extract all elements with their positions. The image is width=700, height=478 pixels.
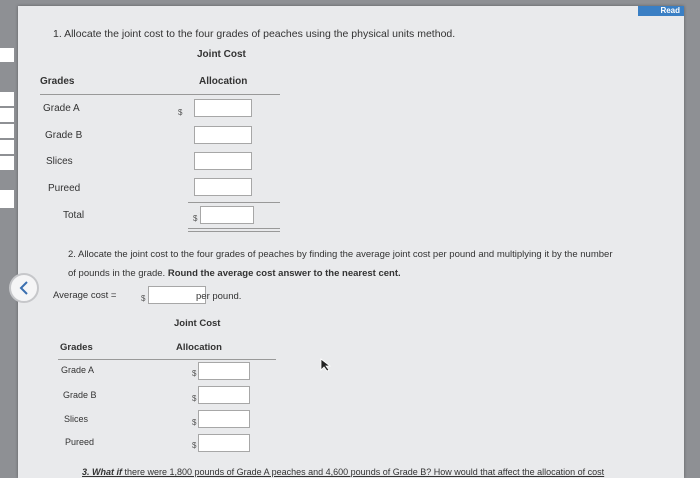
q2-prompt-line2	[68, 268, 401, 279]
assignment-page	[18, 6, 684, 478]
q2-row-pureed: Pureed	[65, 437, 95, 447]
back-button[interactable]	[9, 273, 39, 303]
q1-joint-cost-header: Joint Cost	[197, 49, 246, 60]
q2-prompt-plain: of pounds in the grade.	[68, 268, 168, 279]
q2-allocation-grade-b-input[interactable]	[198, 386, 250, 404]
q2-average-cost-label: Average cost =	[53, 290, 117, 301]
q2-row-grade-b: Grade B	[63, 390, 97, 400]
q1-row-grade-b: Grade B	[45, 130, 83, 141]
q1-currency-a: $	[178, 108, 183, 117]
q1-currency-total: $	[193, 214, 198, 223]
q2-prompt-line1: 2. Allocate the joint cost to the four grades of peaches by finding the average joint cost per pound and multiplying it by the number	[68, 249, 613, 260]
q2-currency-slices: $	[192, 418, 197, 427]
mouse-cursor-icon	[320, 358, 332, 372]
q1-total-rule	[188, 202, 280, 203]
q2-allocation-header: Allocation	[176, 342, 222, 353]
q2-row-slices: Slices	[64, 414, 89, 424]
q2-currency-a: $	[192, 369, 197, 378]
q1-row-pureed: Pureed	[48, 183, 81, 194]
q2-average-currency: $	[141, 294, 146, 303]
q1-grades-header: Grades	[40, 76, 75, 87]
q1-row-total: Total	[63, 210, 85, 221]
q1-double-rule-1	[188, 228, 280, 229]
q2-header-rule	[58, 359, 276, 360]
q1-allocation-header: Allocation	[199, 76, 248, 87]
q2-currency-b: $	[192, 394, 197, 403]
q2-row-grade-a: Grade A	[61, 365, 95, 375]
q1-double-rule-2	[188, 231, 280, 232]
q2-allocation-grade-a-input[interactable]	[198, 362, 250, 380]
q2-allocation-pureed-input[interactable]	[198, 434, 250, 452]
q3-prompt-bold: 3. What if	[82, 467, 122, 477]
q3-prompt	[82, 467, 604, 477]
read-button[interactable]: Read	[638, 6, 684, 16]
q1-allocation-slices-input[interactable]	[194, 152, 252, 170]
q2-prompt-bold: Round the average cost answer to the nearest cent.	[167, 268, 401, 279]
q2-currency-pureed: $	[192, 441, 197, 450]
chevron-left-icon	[18, 281, 30, 295]
q1-prompt: 1. Allocate the joint cost to the four grades of peaches using the physical units method.	[53, 28, 456, 40]
q1-header-rule	[40, 94, 280, 95]
q1-allocation-pureed-input[interactable]	[194, 178, 252, 196]
q1-row-grade-a: Grade A	[43, 103, 80, 114]
q1-allocation-grade-b-input[interactable]	[194, 126, 252, 144]
left-edge-strip	[0, 40, 16, 440]
q1-allocation-grade-a-input[interactable]	[194, 99, 252, 117]
q2-per-pound-label: per pound.	[196, 291, 242, 302]
q2-grades-header: Grades	[60, 342, 93, 353]
q1-allocation-total-input[interactable]	[200, 206, 254, 224]
q2-joint-cost-header: Joint Cost	[174, 318, 221, 329]
q3-prompt-rest: there were 1,800 pounds of Grade A peaches and 4,600 pounds of Grade B? How would that affect the allocation of cost	[122, 467, 605, 477]
q2-allocation-slices-input[interactable]	[198, 410, 250, 428]
q1-row-slices: Slices	[46, 156, 73, 167]
